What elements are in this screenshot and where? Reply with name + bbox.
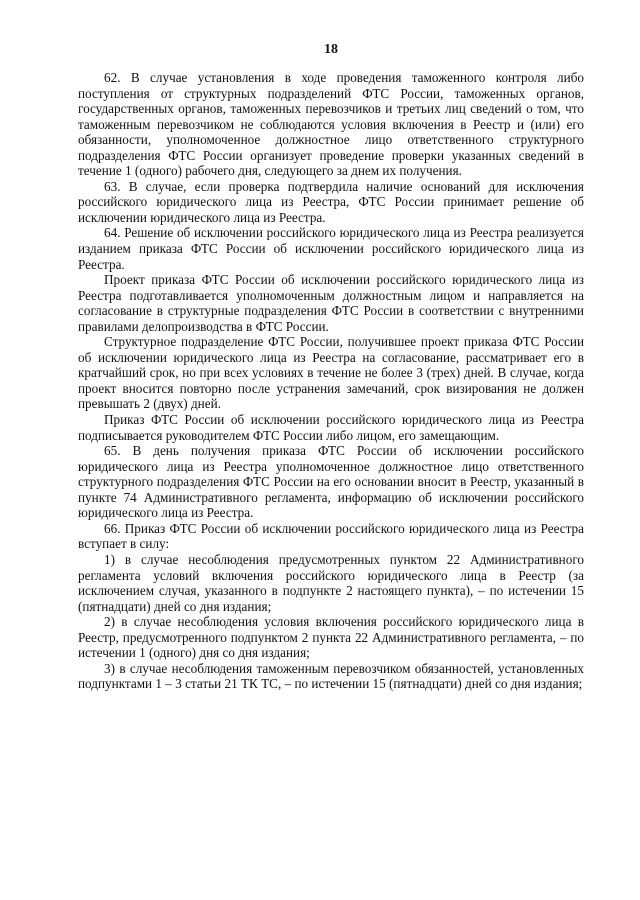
- paragraph-structural-unit: Структурное подразделение ФТС России, получившее проект приказа ФТС России об исключении юридического лица из Реестра на согласование, рассматривает его в кратчайший срок, но при всех условиях в течение не более 3 (трех) дней. В случае, когда проект вносится повторно после устранения замечаний, срок визирования не должен превышать 2 (двух) дней.: [78, 334, 584, 412]
- page-number: 18: [324, 42, 338, 57]
- paragraph-66: 66. Приказ ФТС России об исключении российского юридического лица из Реестра вступает в силу:: [78, 520, 584, 552]
- list-item-3: 3) в случае несоблюдения таможенным перевозчиком обязанностей, установленных подпунктами 1 – 3 статьи 21 ТК ТС, – по истечении 15 (пятнадцати) дней со дня издания;: [78, 660, 584, 692]
- paragraph-62: 62. В случае установления в ходе проведения таможенного контроля либо поступления от структурных подразделений ФТС России, таможенных органов, государственных органов, таможенных перевозчиков и третьих лиц сведений о том, что таможенным перевозчиком не соблюдаются условия включения в Реестр и (или) его обязанности, уполномоченное должностное лицо ответственного структурного подразделения ФТС России организует проведение проверки указанных сведений в течение 1 (одного) рабочего дня, следующего за днем их получения.: [78, 70, 584, 179]
- paragraph-65: 65. В день получения приказа ФТС России об исключении российского юридического лица из Реестра уполномоченное должностное лицо ответственного структурного подразделения ФТС России на его основании вносит в Реестр, указанный в пункте 74 Административного регламента, информацию об исключении российского юридического лица из Реестра.: [78, 443, 584, 521]
- paragraph-draft-order: Проект приказа ФТС России об исключении российского юридического лица из Реестра подготавливается уполномоченным должностным лицом и направляется на согласование в структурные подразделения ФТС России в соответствии с внутренними правилами делопроизводства в ФТС России.: [78, 272, 584, 334]
- list-item-1: 1) в случае несоблюдения предусмотренных пунктом 22 Административного регламента условий включения российского юридического лица в Реестр (за исключением случая, указанного в подпункте 2 настоящего пункта), – по истечении 15 (пятнадцати) дней со дня издания;: [78, 551, 584, 614]
- paragraph-64: 64. Решение об исключении российского юридического лица из Реестра реализуется изданием приказа ФТС России об исключении российского юридического лица из Реестра.: [78, 225, 584, 272]
- paragraph-63: 63. В случае, если проверка подтвердила наличие оснований для исключения российского юридического лица из Реестра, ФТС России принимает решение об исключении юридического лица из Реестра.: [78, 178, 584, 225]
- list-item-2: 2) в случае несоблюдения условия включения российского юридического лица в Реестр, предусмотренного подпунктом 2 пункта 22 Административного регламента, – по истечении 1 (одного) дня со дня издания;: [78, 614, 584, 661]
- paragraph-order-signing: Приказ ФТС России об исключении российского юридического лица из Реестра подписывается руководителем ФТС России либо лицом, его замещающим.: [78, 412, 584, 443]
